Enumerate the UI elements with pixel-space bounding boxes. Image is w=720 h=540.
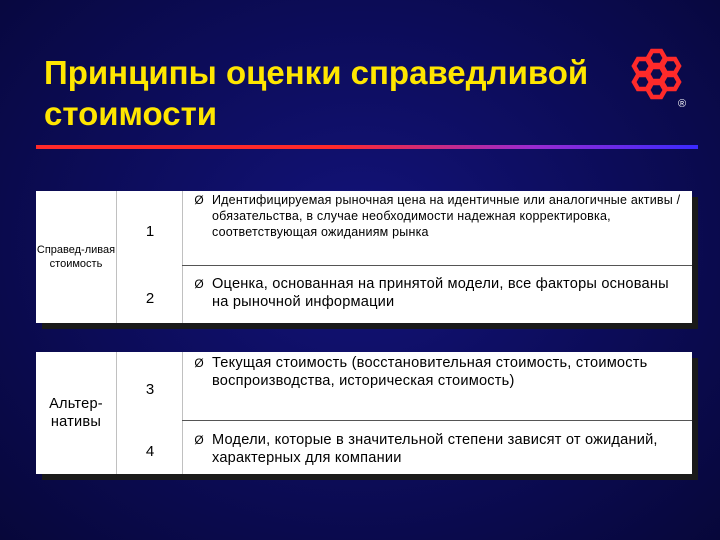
row-number: 2 [145, 289, 155, 307]
hexagon-cluster-logo-icon [630, 48, 686, 104]
list-item [186, 354, 686, 390]
arrow-bullet-icon: Ø [194, 356, 204, 370]
row-number: 4 [145, 442, 155, 460]
title-divider [36, 145, 698, 149]
row-separator [182, 265, 692, 266]
slide-title-line-2: стоимости [44, 95, 218, 132]
fair-value-panel [36, 191, 692, 323]
divider [182, 352, 183, 474]
divider [116, 191, 117, 323]
group-label: Справед-ливая стоимость [36, 244, 116, 270]
list-item-text: Идентифицируемая рыночная цена на идентичные или аналогичные активы / обязательства, в случае необходимости надежная корректировка, соответствующая ожиданиям рынка [212, 193, 681, 239]
list-item-text: Оценка, основанная на принятой модели, все факторы основаны на рыночной информации [212, 276, 669, 310]
list-item [186, 275, 686, 311]
alternatives-panel [36, 352, 692, 474]
row-separator [182, 420, 692, 421]
list-item-text: Текущая стоимость (восстановительная стоимость, стоимость воспроизводства, историческая стоимость) [212, 355, 648, 389]
registered-mark: ® [678, 98, 687, 110]
divider [116, 352, 117, 474]
list-item [186, 431, 686, 467]
row-number: 1 [145, 222, 155, 240]
arrow-bullet-icon: Ø [194, 277, 204, 291]
divider [182, 191, 183, 323]
group-label: Альтер-нативы [49, 396, 103, 430]
row-number: 3 [145, 380, 155, 398]
slide-title-line-1: Принципы оценки справедливой [44, 54, 589, 91]
list-item-text: Модели, которые в значительной степени зависят от ожиданий, характерных для компании [212, 432, 658, 466]
arrow-bullet-icon: Ø [194, 193, 204, 207]
list-item [186, 192, 686, 240]
arrow-bullet-icon: Ø [194, 433, 204, 447]
slide-title [44, 52, 644, 134]
